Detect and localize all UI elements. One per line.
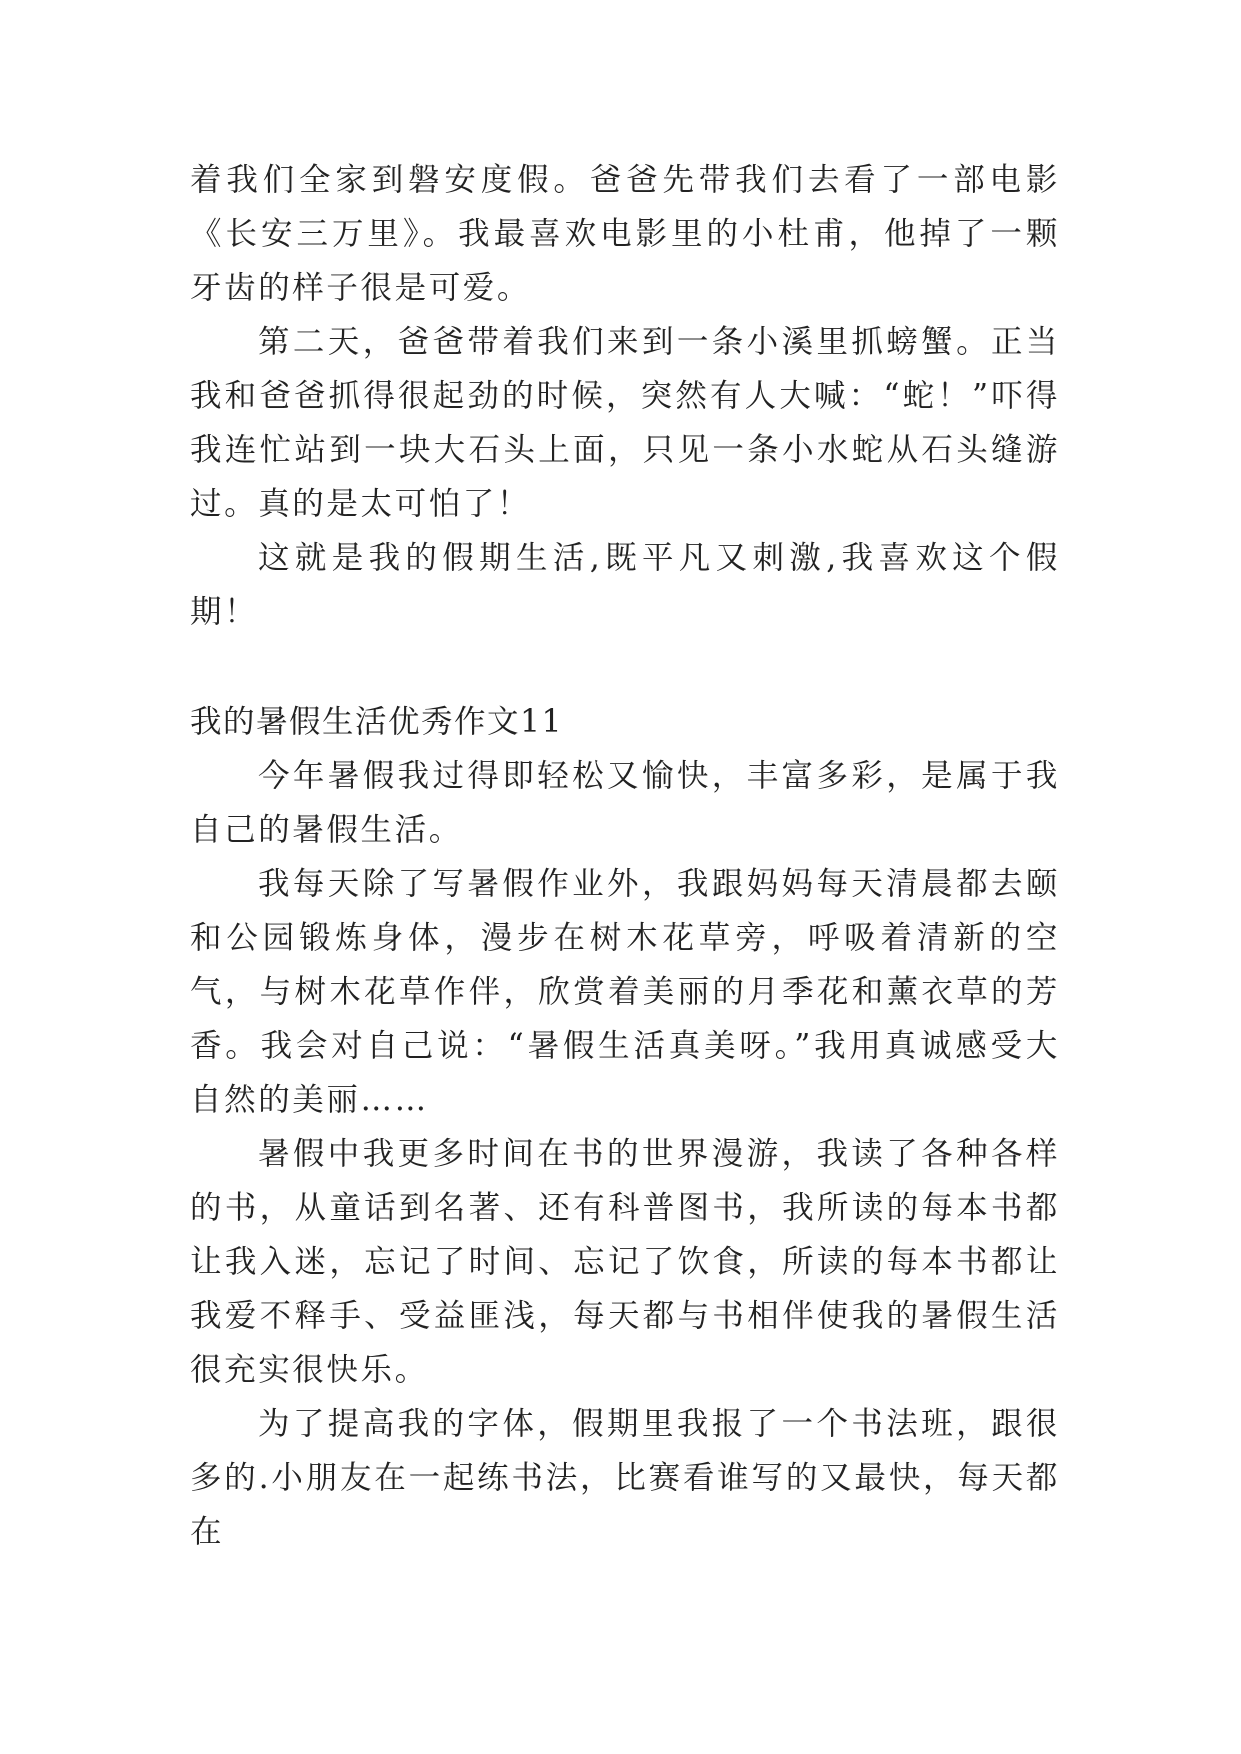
paragraph-5: 我每天除了写暑假作业外，我跟妈妈每天清晨都去颐和公园锻炼身体，漫步在树木花草旁，呼吸着清新的空气，与树木花草作伴，欣赏着美丽的月季花和薰衣草的芳香。我会对自己说：“暑假生活真美呀。”我用真诚感受大自然的美丽…… bbox=[190, 866, 1060, 1118]
paragraph-2: 第二天，爸爸带着我们来到一条小溪里抓螃蟹。正当我和爸爸抓得很起劲的时候，突然有人大喊：“蛇！”吓得我连忙站到一块大石头上面，只见一条小水蛇从石头缝游过。真的是太可怕了！ bbox=[190, 324, 1060, 522]
paragraph-3: 这就是我的假期生活,既平凡又刺激,我喜欢这个假期！ bbox=[190, 540, 1060, 630]
paragraph-1: 着我们全家到磐安度假。爸爸先带我们去看了一部电影《长安三万里》。我最喜欢电影里的小杜甫，他掉了一颗牙齿的样子很是可爱。 bbox=[190, 162, 1060, 306]
paragraph-4: 今年暑假我过得即轻松又愉快，丰富多彩，是属于我自己的暑假生活。 bbox=[190, 758, 1060, 848]
paragraph-6: 暑假中我更多时间在书的世界漫游，我读了各种各样的书，从童话到名著、还有科普图书，我所读的每本书都让我入迷，忘记了时间、忘记了饮食，所读的每本书都让我爱不释手、受益匪浅，每天都与书相伴使我的暑假生活很充实很快乐。 bbox=[190, 1136, 1060, 1388]
section-title: 我的暑假生活优秀作文11 bbox=[190, 704, 564, 740]
paragraph-7: 为了提高我的字体，假期里我报了一个书法班，跟很多的.小朋友在一起练书法，比赛看谁写的又最快，每天都在 bbox=[190, 1406, 1060, 1550]
document-body bbox=[190, 153, 1060, 1559]
